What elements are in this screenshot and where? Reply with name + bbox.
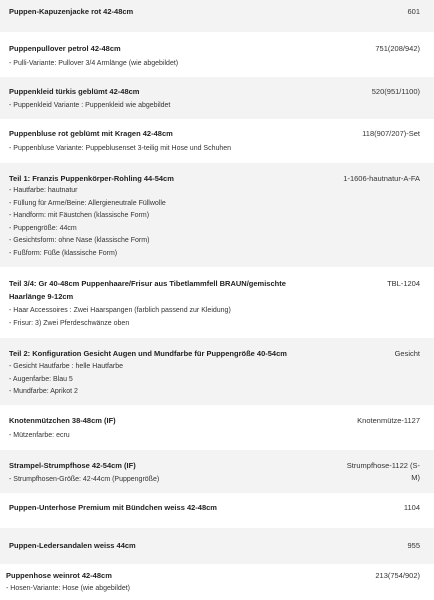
list-item xyxy=(0,119,434,163)
list-item xyxy=(0,564,434,600)
list-item xyxy=(0,450,434,493)
list-item xyxy=(0,163,434,267)
list-item xyxy=(0,77,434,119)
item-sku: 213(754/902) xyxy=(375,571,420,580)
item-sku: 118(907/207)-Set xyxy=(362,129,420,138)
item-option: - Handform: mit Fäustchen (klassische Form) xyxy=(9,212,150,219)
item-option: - Haar Accessoires : Zwei Haarspangen (farblich passend zur Kleidung) xyxy=(9,307,231,314)
item-options xyxy=(9,58,178,71)
item-option: - Gesicht Hautfarbe : helle Hautfarbe xyxy=(9,363,124,370)
item-option: - Hosen-Variante: Hose (wie abgebildet) xyxy=(6,585,130,592)
item-option: - Hautfarbe: hautnatur xyxy=(9,187,78,194)
item-option: - Mundfarbe: Aprikot 2 xyxy=(9,388,78,395)
item-options xyxy=(9,100,170,113)
item-options xyxy=(9,185,166,260)
item-option: - Puppenbluse Variante: Puppeblusenset 3-teilig mit Hose und Schuhen xyxy=(9,145,232,152)
item-options xyxy=(9,474,159,487)
list-item xyxy=(0,405,434,450)
item-option: - Gesichtsform: ohne Nase (klassische Form) xyxy=(9,237,150,244)
item-options xyxy=(6,583,130,596)
item-sku: 751(208/942) xyxy=(375,44,420,53)
item-sku: 955 xyxy=(407,541,420,550)
item-options xyxy=(9,361,123,399)
item-name: Teil 1: Franzis Puppenkörper-Rohling 44-54cm xyxy=(9,174,174,183)
item-name: Puppenbluse rot geblümt mit Kragen 42-48cm xyxy=(9,129,173,138)
item-option: - Puppengröße: 44cm xyxy=(9,224,77,232)
item-option: - Frisur: 3) Zwei Pferdeschwänze oben xyxy=(9,319,130,327)
item-option: - Puppenkleid Variante : Puppenkleid wie abgebildet xyxy=(9,102,171,109)
item-option: - Fußform: Füße (klassische Form) xyxy=(9,249,118,257)
item-name: Puppenkleid türkis geblümt 42-48cm xyxy=(9,87,140,96)
item-sku: Gesicht xyxy=(394,349,420,358)
item-option: - Füllung für Arme/Beine: Allergieneutrale Füllwolle xyxy=(9,199,166,207)
item-options xyxy=(9,143,231,156)
item-name: Puppen-Unterhose Premium mit Bündchen weiss 42-48cm xyxy=(9,503,217,512)
item-name-continued: Haarlänge 9-12cm xyxy=(9,292,74,301)
item-option: - Augenfarbe: Blau 5 xyxy=(9,375,73,383)
item-name: Puppenpullover petrol 42-48cm xyxy=(9,44,121,53)
item-name: Knotenmützchen 38-48cm (IF) xyxy=(9,416,116,425)
item-sku: Strumpfhose-1122 (S- xyxy=(346,461,420,470)
list-item xyxy=(0,528,434,564)
item-option: - Pulli-Variante: Pullover 3/4 Armlänge (wie abgebildet) xyxy=(9,60,179,67)
item-options xyxy=(9,430,70,443)
item-name: Puppen-Ledersandalen weiss 44cm xyxy=(9,541,136,550)
list-item xyxy=(0,338,434,405)
item-name: Strampel-Strumpfhose 42-54cm (IF) xyxy=(9,461,136,470)
list-item xyxy=(0,32,434,77)
item-option: - Mützenfarbe: ecru xyxy=(9,432,70,439)
list-item xyxy=(0,267,434,338)
item-name: Puppen-Kapuzenjacke rot 42-48cm xyxy=(9,7,134,16)
item-option: - Strumpfhosen-Größe: 42-44cm (Puppengröße) xyxy=(9,476,160,483)
item-sku: 601 xyxy=(407,7,420,16)
item-sku: 1104 xyxy=(403,503,420,512)
item-options xyxy=(9,305,231,330)
item-name: Puppenhose weinrot 42-48cm xyxy=(6,571,112,580)
list-item xyxy=(0,0,434,32)
item-sku: TBL-1204 xyxy=(387,279,420,288)
item-name: Teil 2: Konfiguration Gesicht Augen und Mundfarbe für Puppengröße 40-54cm xyxy=(9,349,287,358)
item-sku: 1-1606-hautnatur-A-FA xyxy=(343,174,420,183)
item-name: Teil 3/4: Gr 40-48cm Puppenhaare/Frisur aus Tibetlammfell BRAUN/gemischte xyxy=(9,279,286,288)
list-item xyxy=(0,493,434,528)
item-sku-continued: M) xyxy=(411,473,420,482)
item-sku: Knotenmütze-1127 xyxy=(357,416,420,425)
item-sku: 520(951/1100) xyxy=(371,87,420,96)
